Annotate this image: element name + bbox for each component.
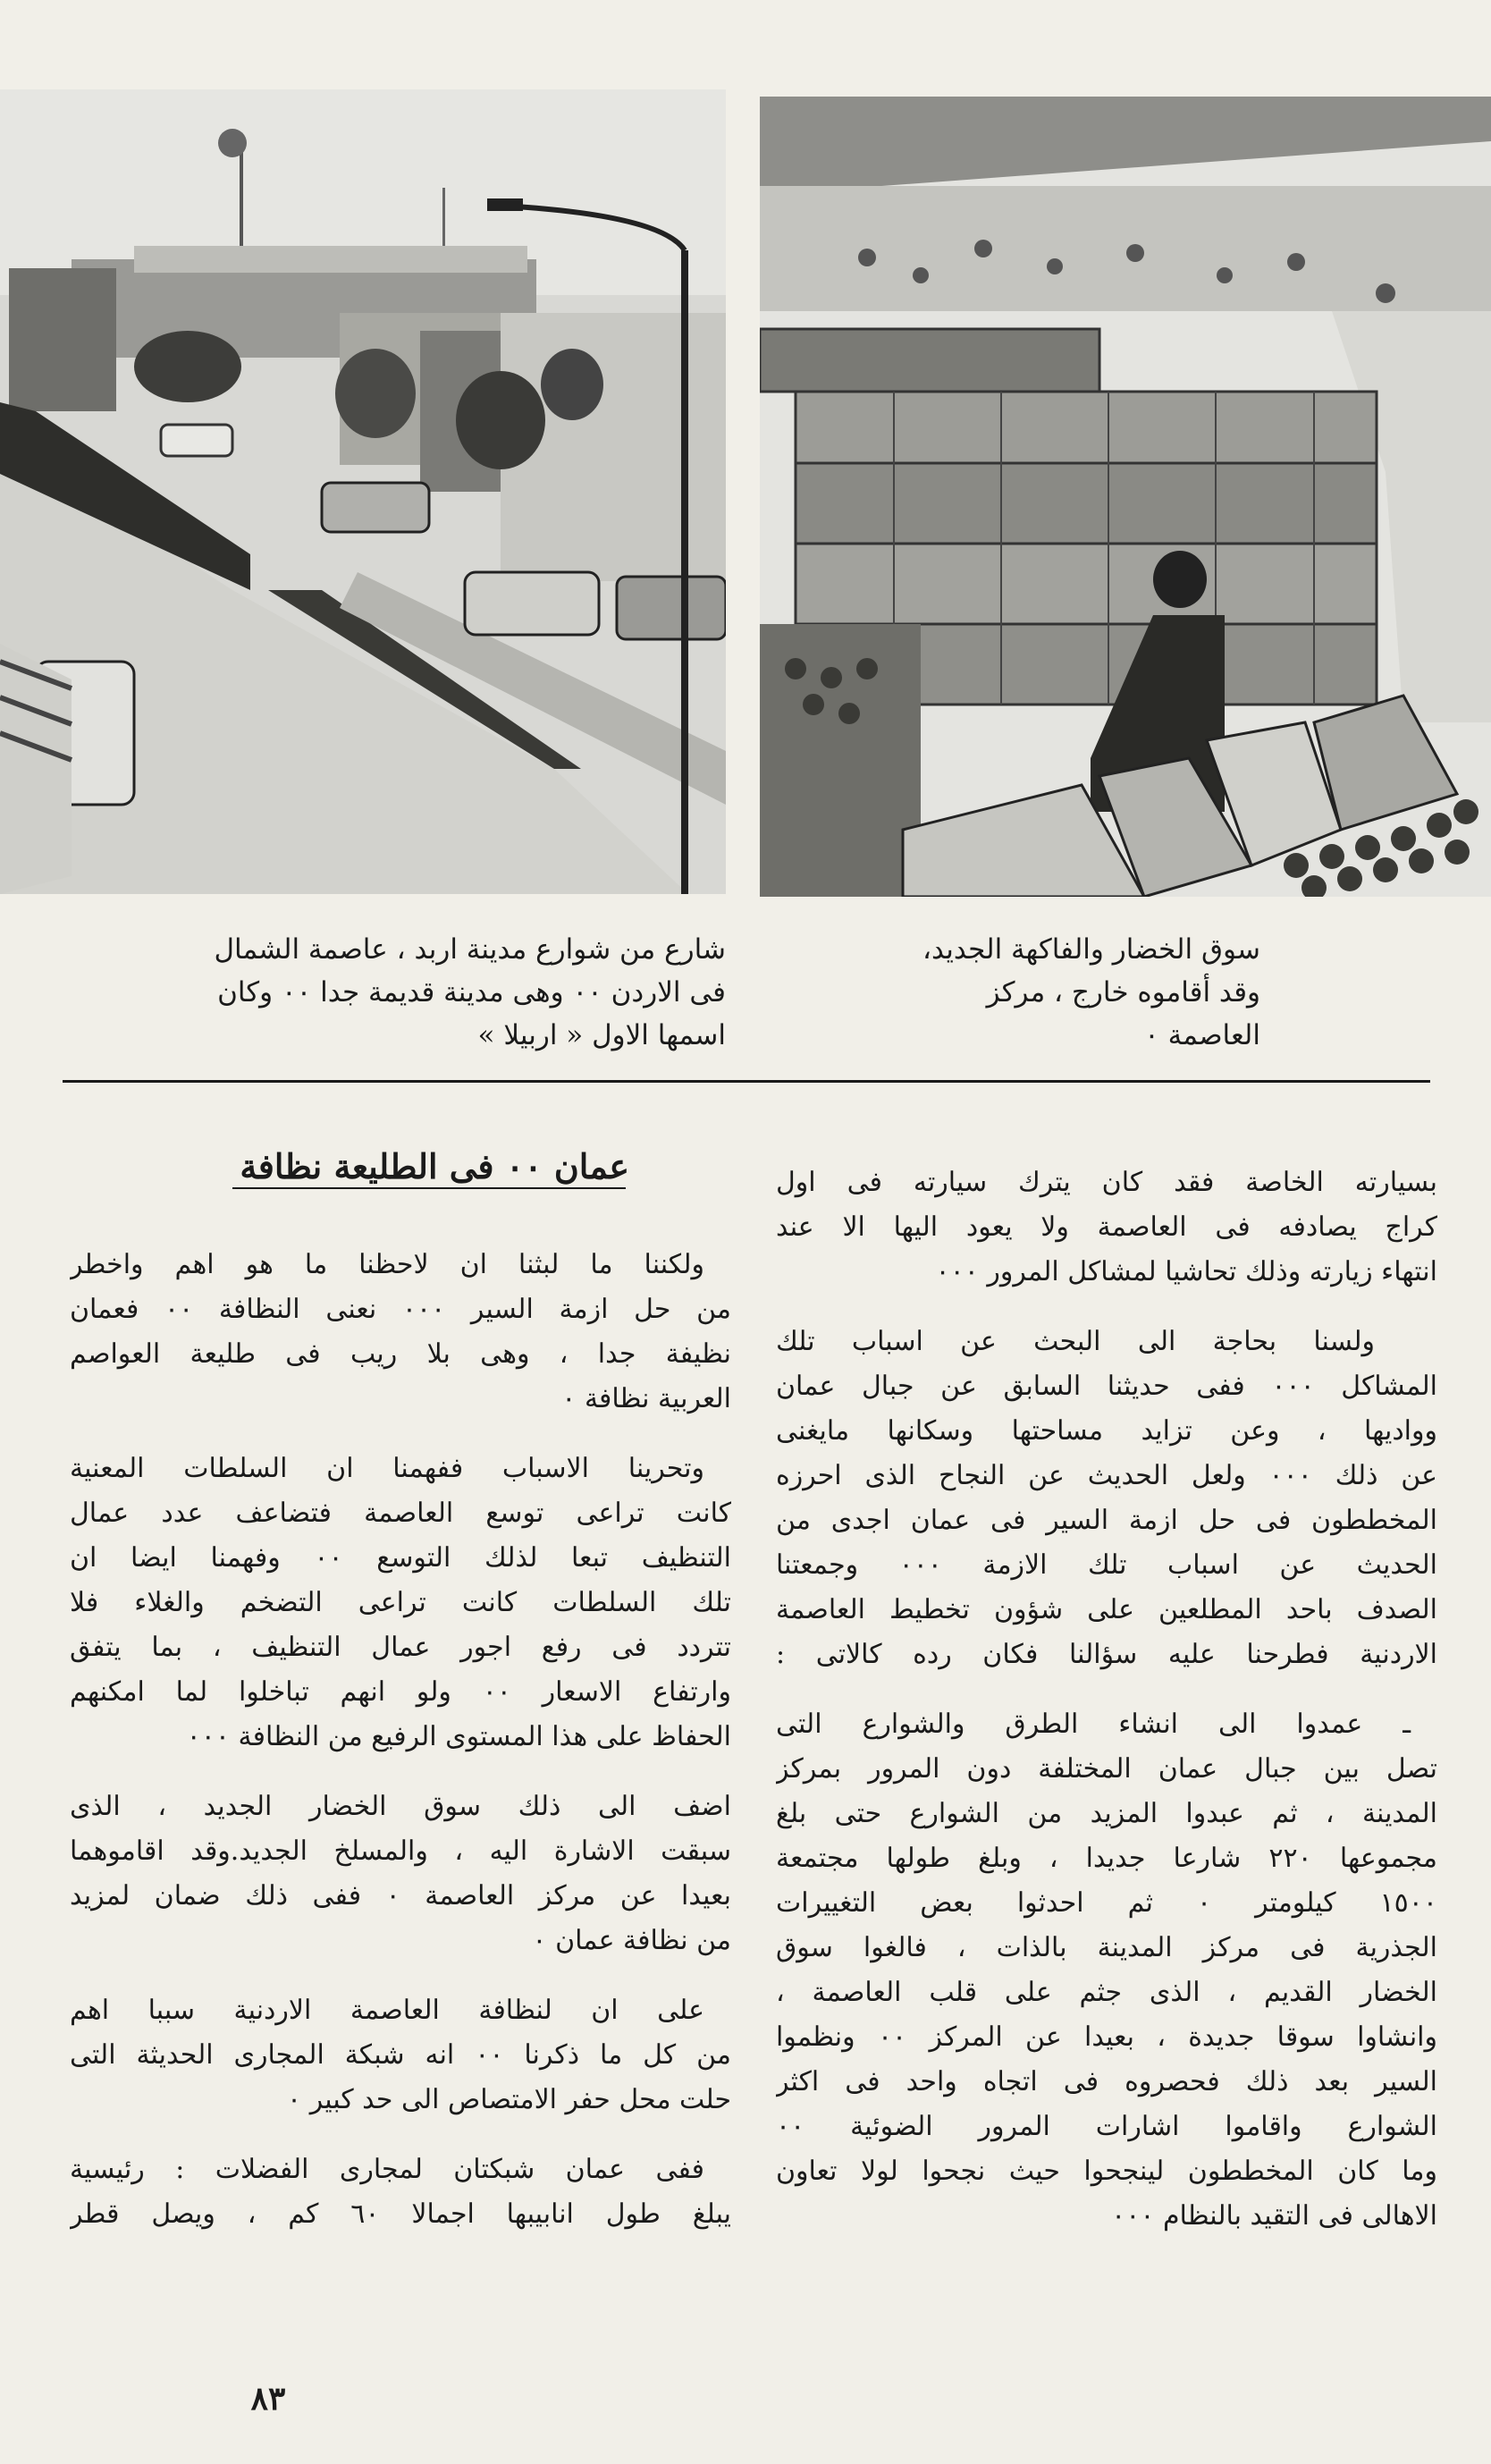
caption-line: سوق الخضار والفاكهة الجديد، [922,933,1260,966]
text-line: ولسنا بحاجة الى البحث عن اسباب تلك [776,1326,1375,1357]
photo-vegetable-market [760,97,1491,897]
photo-irbid-street [0,89,726,894]
text-line: كراج يصادفه فى العاصمة ولا يعود اليها الا عند [776,1211,1437,1243]
text-line: تلك السلطات كانت تراعى التضخم والغلاء فلا [70,1587,731,1618]
text-line: وما كان المخططون لينجحوا حيث نجحوا لولا تعاون [776,2156,1437,2187]
text-line: على ان لنظافة العاصمة الاردنية سببا اهم [70,1995,704,2026]
paragraph [70,1785,731,1963]
paragraph [776,1702,1437,2239]
text-line: ١٥٠٠ كيلومتر ٠ ثم احدثوا بعض التغييرات [776,1887,1437,1919]
article-headline: عمان ٠٠ فى الطليعة نظافة [240,1146,629,1186]
text-line: وواديها ، وعن تزايد مساحتها وسكانها مايغنى [776,1415,1437,1447]
caption-line: فى الاردن ٠٠ وهى مدينة قديمة جدا ٠٠ وكان [217,976,726,1008]
page-number: ٨٣ [250,2380,286,2418]
text-line: ولكننا ما لبثنا ان لاحظنا ما هو اهم واخطر [70,1249,704,1280]
text-line: الجذرية فى مركز المدينة بالذات ، فالغوا سوق [776,1932,1437,1963]
text-line: الخضار القديم ، الذى جثم على قلب العاصمة ، [776,1977,1437,2008]
paragraph [70,1988,731,2122]
headline-underline [232,1187,626,1189]
text-line: المخططون فى حل ازمة السير فى عمان اجدى من [776,1505,1437,1536]
text-line: الصدف باحد المطلعين على شؤون تخطيط العاصمة [776,1594,1437,1625]
text-line: بسيارته الخاصة فقد كان يترك سيارته فى اول [776,1167,1437,1198]
text-line: كانت تراعى توسع العاصمة فتضاعف عدد عمال [70,1498,731,1529]
text-line: التنظيف تبعا لذلك التوسع ٠٠ وفهمنا ايضا ان [70,1542,731,1574]
text-line: تصل بين جبال عمان المختلفة دون المرور بمركز [776,1753,1437,1785]
caption-line: العاصمة ٠ [1144,1019,1260,1051]
text-line: العربية نظافة ٠ [561,1383,731,1414]
section-divider [63,1080,1430,1083]
text-line: عن ذلك ٠٠٠ ولعل الحديث عن النجاح الذى احرزه [776,1460,1437,1491]
text-line: مجموعها ٢٢٠ شارعا جديدا ، وبلغ طولها مجتمعة [776,1843,1437,1874]
text-line: الاردنية فطرحنا عليه سؤالنا فكان رده كالاتى : [776,1639,1437,1670]
text-line: وانشاوا سوقا جديدة ، بعيدا عن المركز ٠٠ ونظموا [776,2021,1437,2053]
text-line: وارتفاع الاسعار ٠٠ ولو انهم تباخلوا لما امكنهم [70,1676,731,1708]
text-line: الاهالى فى التقيد بالنظام ٠٠٠ [1111,2200,1437,2232]
text-line: ففى عمان شبكتان لمجارى الفضلات : رئيسية [70,2154,704,2185]
right-column [776,1160,1437,2264]
text-line: من نظافة عمان ٠ [532,1925,731,1956]
text-line: الحفاظ على هذا المستوى الرفيع من النظافة ٠٠٠ [186,1721,731,1752]
text-line: سبقت الاشارة اليه ، والمسلخ الجديد.وقد اقاموهما [70,1835,731,1867]
caption-line: وقد أقاموه خارج ، مركز [986,976,1260,1008]
text-line: يبلغ طول انابيبها اجمالا ٦٠ كم ، ويصل قطر [70,2198,731,2230]
caption-line: شارع من شوارع مدينة اربد ، عاصمة الشمال [214,933,726,966]
paragraph [70,1447,731,1759]
text-line: اضف الى ذلك سوق الخضار الجديد ، الذى [70,1791,731,1822]
text-line: من كل ما ذكرنا ٠٠ انه شبكة المجارى الحديثة التى [70,2039,731,2071]
text-line: الشوارع واقاموا اشارات المرور الضوئية ٠٠ [776,2111,1437,2142]
paragraph [70,2148,731,2237]
paragraph [776,1320,1437,1677]
text-line: السير بعد ذلك فحصروه فى اتجاه واحد فى اكثر [776,2066,1437,2097]
text-line: المدينة ، ثم عبدوا المزيد من الشوارع حتى بلغ [776,1798,1437,1829]
left-column [70,1243,731,2262]
text-line: المشاكل ٠٠٠ ففى حديثنا السابق عن جبال عمان [776,1371,1437,1402]
text-line: ـ عمدوا الى انشاء الطرق والشوارع التى [776,1709,1411,1740]
caption-market [894,928,1260,1057]
text-line: الحديث عن اسباب تلك الازمة ٠٠٠ وجمعتنا [776,1549,1437,1581]
paragraph [70,1243,731,1422]
text-line: حلت محل حفر الامتصاص الى حد كبير ٠ [287,2084,731,2115]
text-line: تتردد فى رفع اجور عمال التنظيف ، بما يتفق [70,1632,731,1663]
text-line: نظيفة جدا ، وهى بلا ريب فى طليعة العواصم [70,1338,731,1370]
paragraph [776,1160,1437,1295]
text-line: من حل ازمة السير ٠٠٠ نعنى النظافة ٠٠ فعمان [70,1294,731,1325]
text-line: بعيدا عن مركز العاصمة ٠ ففى ذلك ضمان لمزيد [70,1880,731,1911]
text-line: وتحرينا الاسباب ففهمنا ان السلطات المعنية [70,1453,704,1484]
caption-line: اسمها الاول « اربيلا » [477,1019,726,1051]
text-line: انتهاء زيارته وذلك تحاشيا لمشاكل المرور ٠٠٠ [935,1256,1437,1287]
caption-irbid [63,928,726,1057]
